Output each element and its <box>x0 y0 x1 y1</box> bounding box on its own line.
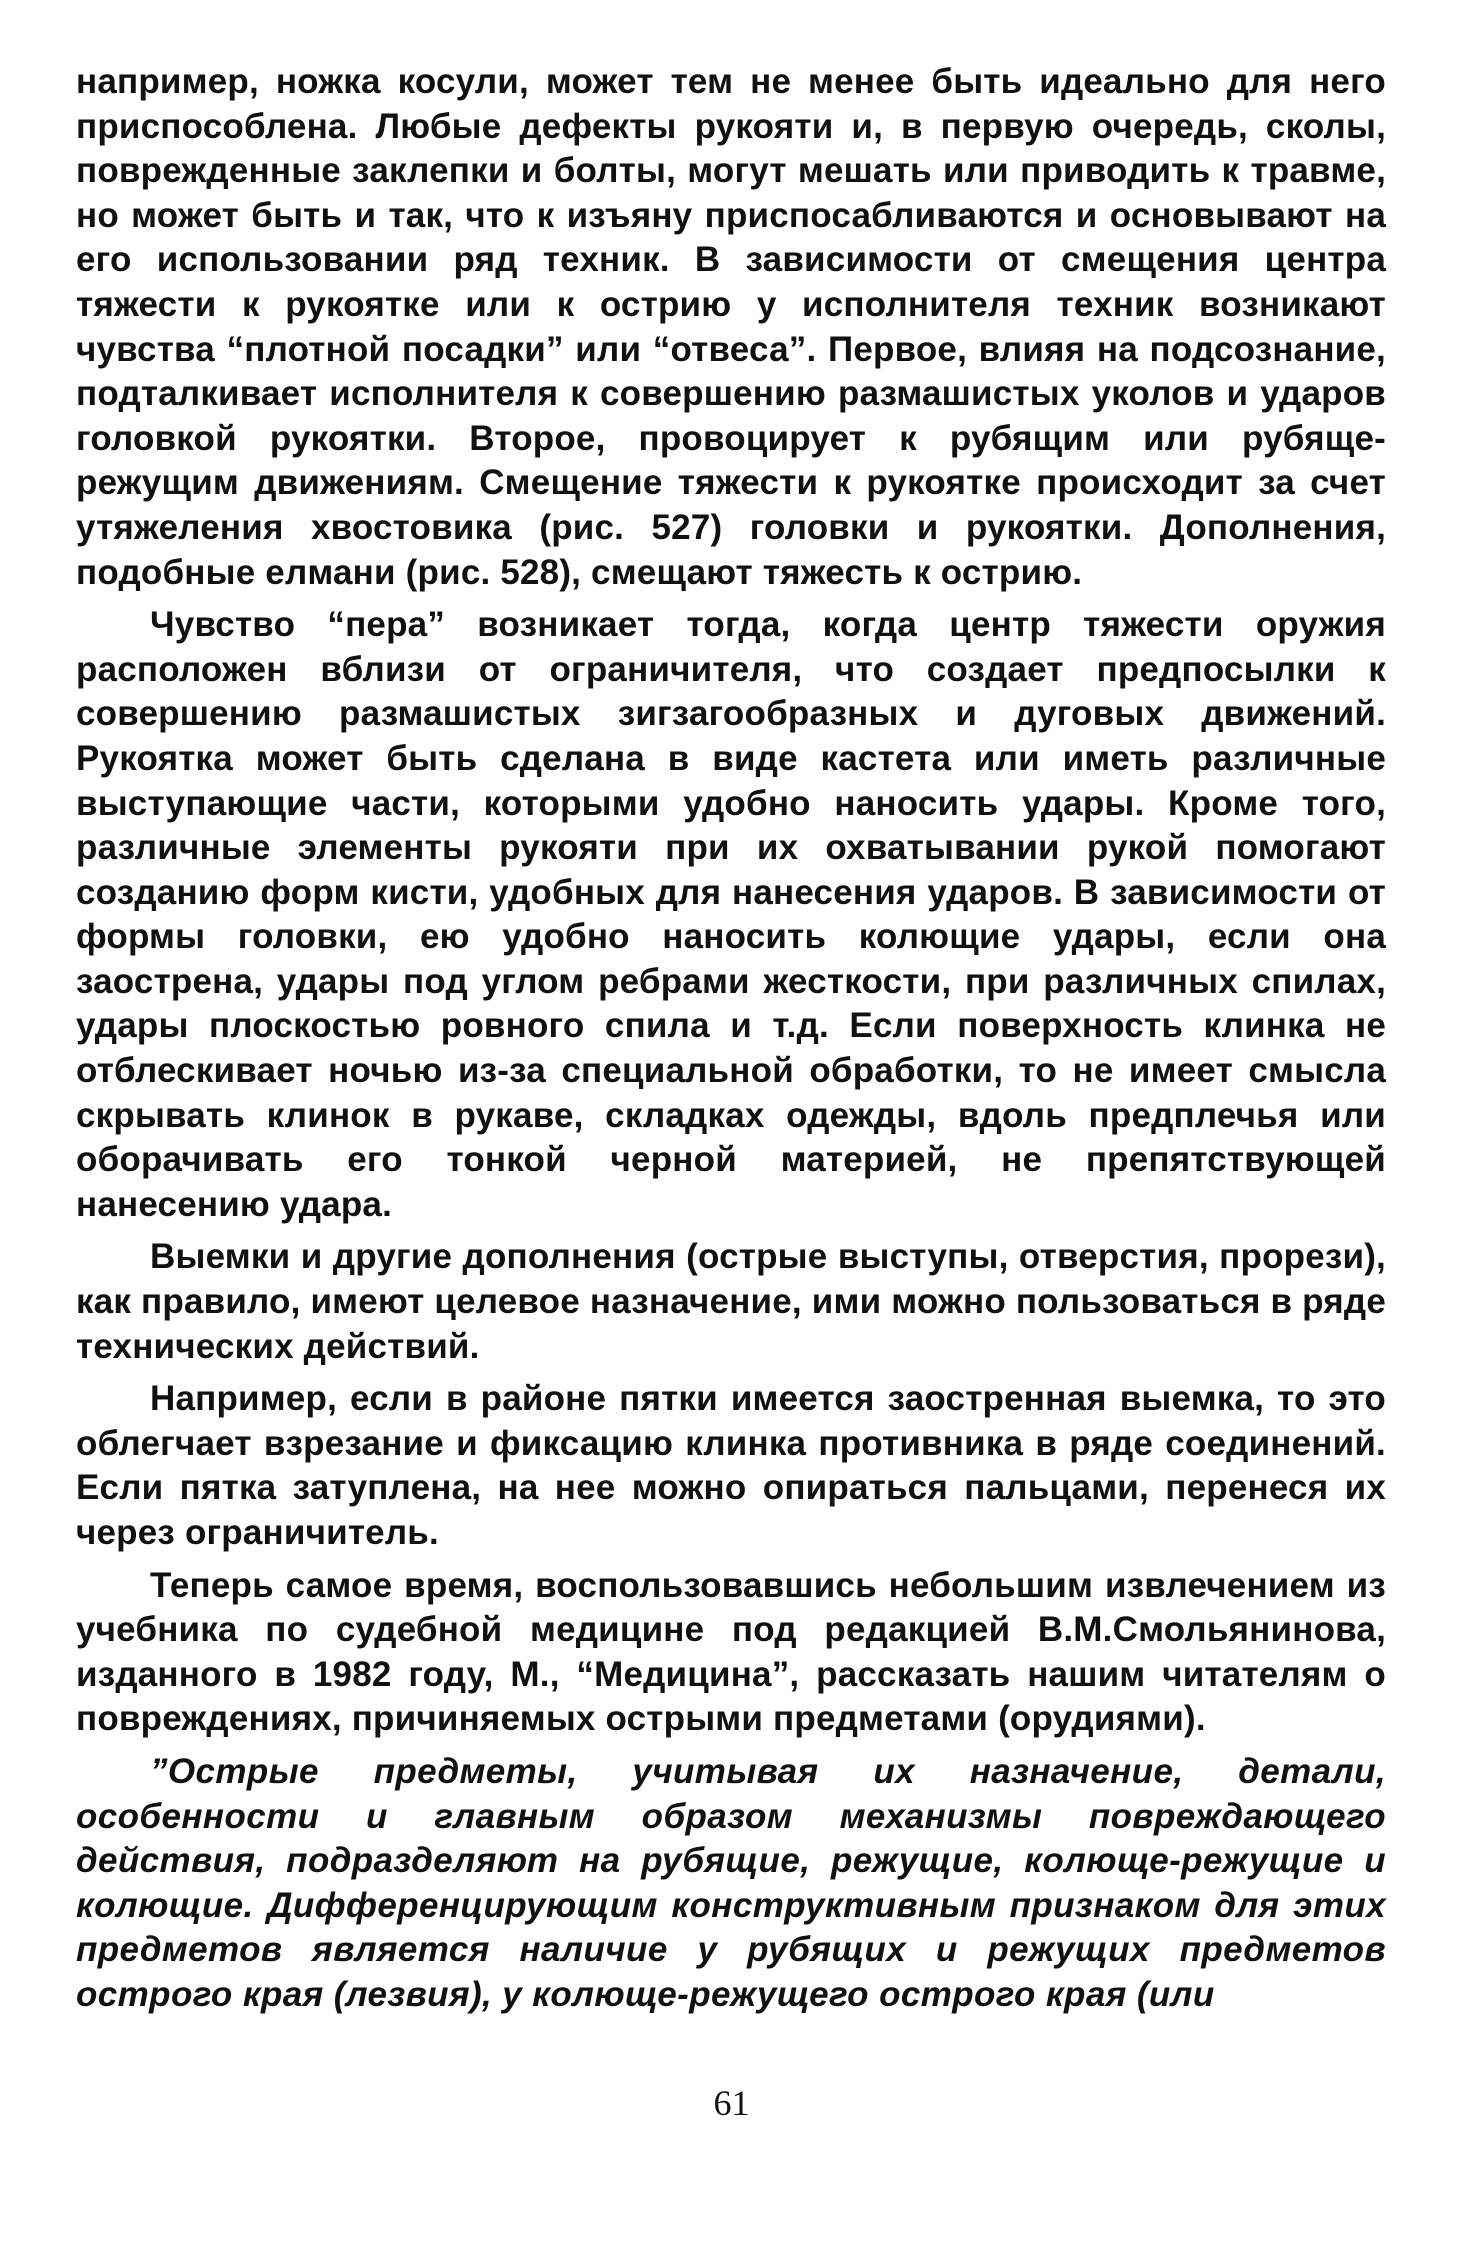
paragraph-2: Чувство “пера” возникает тогда, когда центр тяжести оружия расположен вблизи от ограничителя, что создает предпосылки к совершению размашистых зигзагообразных и дуговых движений. Рукоятка может быть сделана в виде кастета или иметь различные выступающие части, которыми удобно наносить удары. Кроме того, различные элементы рукояти при их охватывании рукой помогают созданию форм кисти, удобных для нанесения ударов. В зависимости от формы головки, ею удобно наносить колющие удары, если она заострена, удары под углом ребрами жесткости, при различных спилах, удары плоскостью ровного спила и т.д. Если поверхность клинка не отблескивает ночью из-за специальной обработки, то не имеет смысла скрывать клинок в рукаве, складках одежды, вдоль предплечья или оборачивать его тонкой черной материей, не препятствующей нанесению удара. <box>76 605 1386 1224</box>
paragraph-4: Например, если в районе пятки имеется заостренная выемка, то это облегчает взрезание и фиксацию клинка противника в ряде соединений. Если пятка затуплена, на нее можно опираться пальцами, перенеся их через ограничитель. <box>76 1379 1386 1552</box>
quote-paragraph: ”Острые предметы, учитывая их назначение, детали, особенности и главным образом механизмы повреждающего действия, подразделяют на рубящие, режущие, колюще-режущие и колющие. Дифференцирующим конструктивным признаком для этих предметов является наличие у рубящих и режущих предметов острого края (лезвия), у колюще-режущего острого края (или <box>76 1751 1386 2014</box>
paragraph-1: например, ножка косули, может тем не менее быть идеально для него приспособлена. Любые дефекты рукояти и, в первую очередь, сколы, поврежденные заклепки и болты, могут мешать или приводить к травме, но может быть и так, что к изъяну приспосабливаются и основывают на его использовании ряд техник. В зависимости от смещения центра тяжести к рукоятке или к острию у исполнителя техник возникают чувства “плотной посадки” или “отвеса”. Первое, влияя на подсознание, подталкивает исполнителя к совершению размашистых уколов и ударов головкой рукоятки. Второе, провоцирует к рубящим или рубяще-режущим движениям. Смещение тяжести к рукоятке происходит за счет утяжеления хвостовика (рис. 527) головки и рукоятки. Дополнения, подобные елмани (рис. 528), смещают тяжесть к острию. <box>76 62 1386 592</box>
page-body <box>76 60 1386 2026</box>
paragraph-5: Теперь самое время, воспользовавшись небольшим извлечением из учебника по судебной медицине под редакцией В.М.Смольянинова, изданного в 1982 году, М., “Медицина”, рассказать нашим читателям о повреждениях, причиняемых острыми предметами (орудиями). <box>76 1565 1386 1739</box>
page-number: 61 <box>713 2083 750 2123</box>
paragraph-3: Выемки и другие дополнения (острые выступы, отверстия, прорези), как правило, имеют целевое назначение, ими можно пользоваться в ряде технических действий. <box>76 1237 1386 1366</box>
